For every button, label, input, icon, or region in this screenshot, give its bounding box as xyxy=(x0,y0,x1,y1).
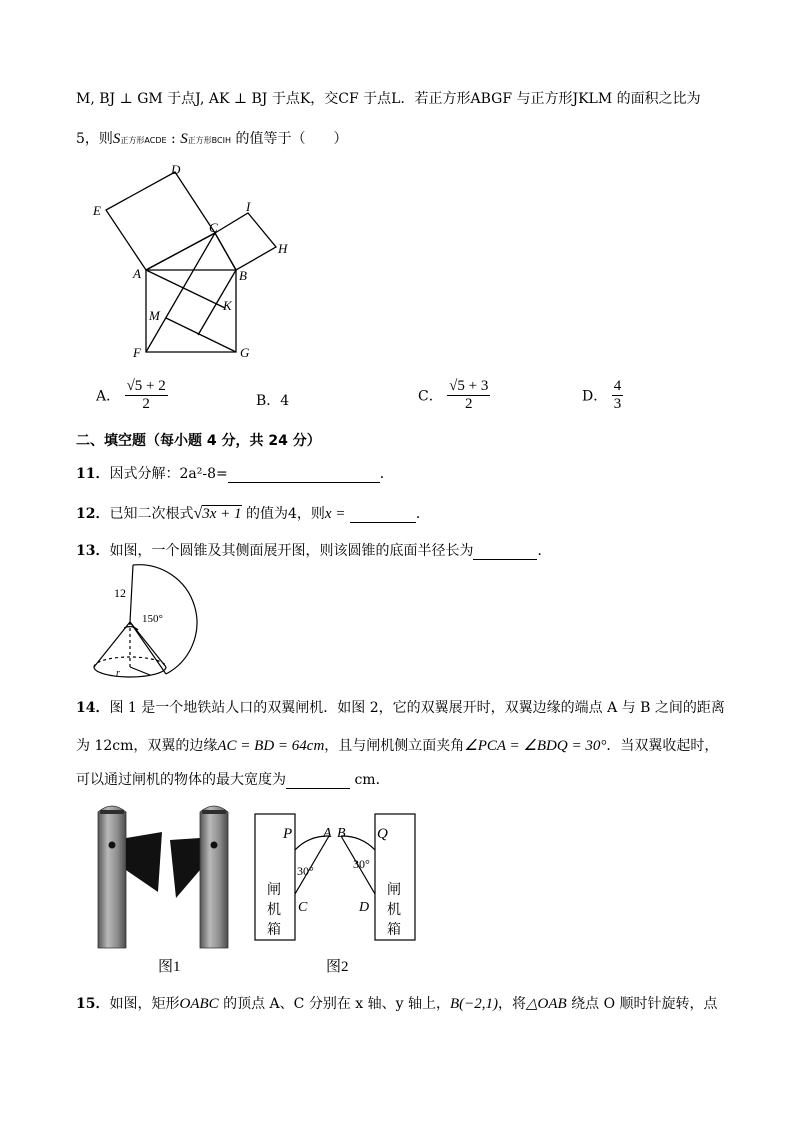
option-c: C． $\frac{√5 + 3}{2}$ xyxy=(418,378,489,412)
label-B-wing: B xyxy=(337,826,346,841)
q10-line1: M, BJ ⊥ GM 于点J, AK ⊥ BJ 于点K，交CF 于点L．若正方形ABGF 与正方形JKLM 的面积之比为 xyxy=(76,91,701,107)
q14-line3: 可以通过闸机的物体的最大宽度为 cm． xyxy=(76,772,390,788)
right-box-char-2: 机 xyxy=(387,903,401,918)
q12-answer-blank[interactable] xyxy=(350,506,416,523)
label-M: M xyxy=(149,308,160,323)
left-box-char-1: 闸 xyxy=(267,883,281,898)
q14-line1: 14．图 1 是一个地铁站人口的双翼闸机．如图 2，它的双翼展开时，双翼边缘的端点 A 与 B 之间的距离 xyxy=(76,700,725,716)
section-heading: 二、填空题（每小题 4 分，共 24 分） xyxy=(76,433,321,449)
label-30-right: 30° xyxy=(353,857,370,871)
label-I: I xyxy=(246,199,251,214)
label-30-left: 30° xyxy=(297,864,314,878)
label-H: H xyxy=(278,241,288,256)
q10-line2: 5，则S正方形ACDE : S正方形BCIH 的值等于（ ） xyxy=(76,131,348,147)
q15: 15．如图，矩形OABC 的顶点 A、C 分别在 x 轴、y 轴上，B(−2,1)，将△OAB 绕点 O 顺时针旋转，点 xyxy=(76,996,718,1012)
label-D: D xyxy=(171,162,181,177)
label-G: G xyxy=(240,345,250,360)
q11-answer-blank[interactable] xyxy=(228,466,380,483)
label-D-wing: D xyxy=(359,900,370,915)
q11: 11．因式分解：2a²-8= ． xyxy=(76,466,394,482)
right-box-char-3: 箱 xyxy=(387,923,401,938)
label-A-wing: A xyxy=(323,826,332,841)
label-A: A xyxy=(133,266,141,281)
figure-1-caption: 图1 xyxy=(158,959,181,975)
figure-2-caption: 图2 xyxy=(326,959,349,975)
turnstile-photo xyxy=(92,800,242,950)
q14-line2: 为 12cm，双翼的边缘AC = BD = 64cm，且与闸机侧立面夹角∠PCA = ∠BDQ = 30°．当双翼收起时， xyxy=(76,738,719,754)
left-box-char-2: 机 xyxy=(267,903,281,918)
label-C: C xyxy=(209,220,218,235)
label-Q: Q xyxy=(377,826,388,842)
q13-cone-figure xyxy=(88,562,228,682)
label-F: F xyxy=(133,345,141,360)
label-B: B xyxy=(239,268,247,283)
right-box-char-1: 闸 xyxy=(387,883,401,898)
label-C-wing: C xyxy=(298,900,308,915)
option-d: D． $\frac{4}{3}$ xyxy=(582,378,622,412)
gate-diagram xyxy=(253,812,418,944)
label-E: E xyxy=(93,203,101,218)
q13-answer-blank[interactable] xyxy=(473,543,537,560)
label-P: P xyxy=(283,826,293,842)
option-b: B．4 xyxy=(256,393,290,409)
q12: 12．已知二次根式√3x + 1 的值为4，则x = ． xyxy=(76,505,430,522)
q10-geometry-figure xyxy=(88,160,308,365)
label-150-degrees: 150° xyxy=(142,613,163,625)
label-r: r xyxy=(116,668,120,679)
label-12: 12 xyxy=(114,586,126,600)
q14-answer-blank[interactable] xyxy=(286,772,350,789)
option-a: A． $\frac{√5 + 2}{2}$ xyxy=(96,378,166,412)
label-K: K xyxy=(223,298,232,313)
q13: 13．如图，一个圆锥及其侧面展开图，则该圆锥的底面半径长为 ． xyxy=(76,543,552,559)
left-box-char-3: 箱 xyxy=(267,923,281,938)
